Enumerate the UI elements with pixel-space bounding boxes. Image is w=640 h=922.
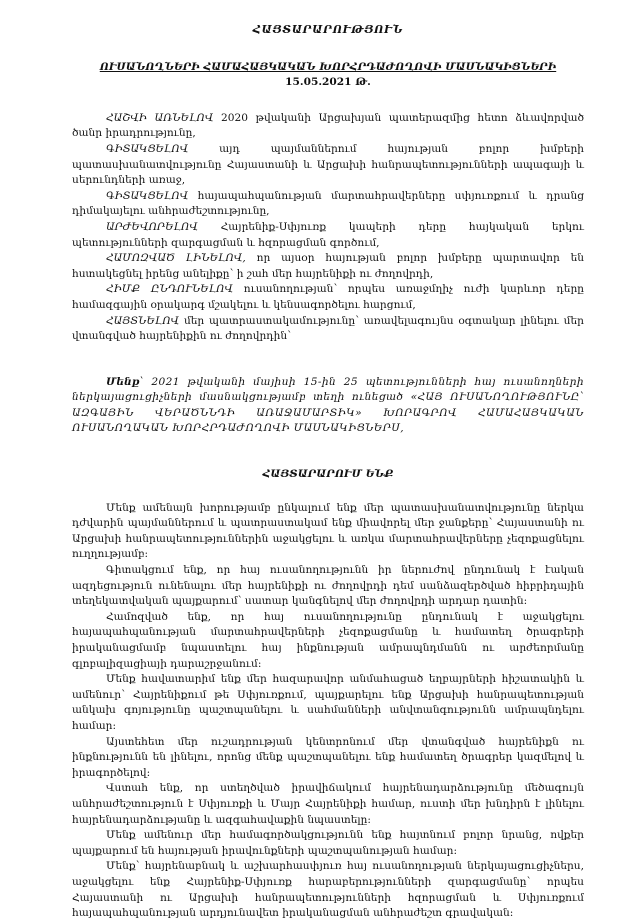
clause-text: որ այսօր հայության բոլոր խմբերը պարտավոր են հստակեցնել իրենց անելիքը՝ ի շահ մեր հայրենիքի ու ժողովրդի, xyxy=(72,252,584,280)
declaration-paragraph: Մենք ամենայն խորությամբ ընկալում ենք մեր պատասխանատվությունը ներկա դժվարին պայմաններում և պատրաստակամ ենք միավորել մեր ջանքերը՝ Հայաստանի ու Արցախի հանրապետություններին աջակցելու և առկա մարտահրավերները չեզոքացնելու ուղղությամբ: xyxy=(72,501,584,561)
declaration-paragraph: Մենք ամենուր մեր համագործակցությունն ենք հայտնում բոլոր նրանց, ովքեր պայքարում են հայության իրավունքների պաշտպանության համար: xyxy=(72,829,584,857)
preamble-clause xyxy=(72,220,584,251)
document-date: 15.05.2021 Թ. xyxy=(285,76,371,89)
declaration-paragraph: Մենք՝ հայրենաբնակ և աշխարհասփյուռ հայ ուսանողության ներկայացուցիչներս, աջակցելու ենք Հայրենիք-Սփյուռք հարաբերությունների զարգացմանը՝ որպես Հայաստանի ու Արցախի հանրապետությունների հզորացման և Սփյուռքում հայապահպանության արդյունավետ իրականացման անհրաժեշտ գրավական: xyxy=(72,860,584,920)
preamble-clause xyxy=(72,189,584,220)
declaration-paragraph: Մենք հավատարիմ ենք մեր հազարավոր անմահացած եղբայրների հիշատակին և ամենուր՝ Հայրենիքում թե Սփյուռքում, պայքարելու ենք Արցախի հանրապետության անկախ գոյությունը պաշտպանելու և սահմանների անվտանգությունն ամրապնդելու համար: xyxy=(72,673,584,732)
preamble-clause xyxy=(72,111,584,142)
preamble xyxy=(72,111,584,345)
document-subtitle: ՈՒՍԱՆՈՂՆԵՐԻ ՀԱՄԱՀԱՅԿԱԿԱՆ ԽՈՐՀՐԴԱԺՈՂՈՎԻ ՄԱՍՆԱԿԻՑՆԵՐԻ xyxy=(99,60,557,73)
section-title: ՀԱՅՏԱՐԱՐՈՒՄ ԵՆՔ xyxy=(262,468,394,481)
declaration-paragraph: Գիտակցում ենք, որ հայ ուսանողությունն իր ներուժով ընդունակ է էական ազդեցություն ունենալու մեր հայրենիքի ու ժողովրդի դեմ սանձազերծված հիբրիդային տեղեկատվական պայքարում՝ սատար կանգնելով մեր ժողովրդի արդար դատին: xyxy=(72,564,584,608)
document-title: ՀԱՅՏԱՐԱՐՈՒԹՅՈՒՆ xyxy=(252,23,404,36)
declaration-paragraph: Վստահ ենք, որ ստեղծված իրավիճակում հայրենադարձությունը մեծագույն անհրաժեշտություն է Սփյուռքի և Մայր Հայրենիքի համար, ուստի մեր խնդիրն է լինելու հայրենադարձությանը և ազգահավաքին նպաստելը: xyxy=(72,782,584,826)
declaration-paragraph: Համոզված ենք, որ հայ ուսանողությունը ընդունակ է աջակցելու հայապահպանության մարտահրավերների չեզոքացմանը և համատեղ ծրագրերի իրականացմամբ նպաստելու հայ ինքնության ամրապնդմանն ու արժեորմանը գլոբալիզացիայի դարաշրջանում: xyxy=(72,610,584,670)
spacer xyxy=(72,345,584,375)
clause-lead: ՀԱՅՏՆԵԼՈՎ xyxy=(106,314,180,327)
we-lead: Մենք xyxy=(106,375,140,388)
spacer xyxy=(72,437,584,467)
we-text: ՝ 2021 թվականի մայիսի 15-ին 25 պետությունների հայ ուսանողների ներկայացուցիչների մասնակցությամբ տեղի ունեցած «ՀԱՅ ՈՒՍԱՆՈՂՈՒԹՅՈՒՆԸ՝ ԱԶԳԱՅԻՆ ՎԵՐԱԾՆՆԴԻ ԱՌԱՋԱՄԱՐՏԻԿ» ԽՈՐԱԳՐՈՎ ՀԱՄԱՀԱՅԿԱԿԱՆ ՈՒՍԱՆՈՂԱԿԱՆ ԽՈՐՀՐԴԱԺՈՂՈՎԻ ՄԱՍՆԱԿԻՑՆԵՐՍ, xyxy=(72,375,584,435)
clause-lead: ԳԻՏԱԿՑԵԼՈՎ xyxy=(106,142,189,155)
preamble-clause xyxy=(72,314,584,345)
clause-text: 2020 թվականի Արցախյան պատերազմից հետո ձևավորված ծանր իրադրությունը, xyxy=(72,111,585,140)
clause-lead: ՀԻՄՔ ԸՆԴՈՒՆԵԼՈՎ xyxy=(106,283,234,296)
preamble-clause xyxy=(72,251,584,282)
declaration-paragraph: Այստեհետ մեր ուշադրության կենտրոնում մեր վտանգված հայրենիքն ու ինքնությունն են լինելու, որոնց մենք պաշտպանելու ենք համատեղ ծրագրեր կազմելով և իրագործելով: xyxy=(72,735,584,779)
clause-lead: ՀԱՇՎԻ ԱՌՆԵԼՈՎ xyxy=(106,111,214,124)
clause-lead: ԳԻՏԱԿՑԵԼՈՎ xyxy=(106,189,189,202)
clause-text: մեր պատրաստակամությունը՝ առավելագույնս օգտակար լինելու մեր վտանգված հայրենիքին ու ժողովրդին՝ xyxy=(72,314,584,343)
clause-lead: ԱՐԺԵՎՈՐԵԼՈՎ xyxy=(106,220,198,233)
clause-text: այդ պայմաններում հայության բոլոր խմբերի պատասխանատվությունը Հայաստանի և Արցախի հանրապետությունների ապագայի և սերունդների առաջ, xyxy=(72,142,584,187)
clause-lead: ՀԱՄՈԶՎԱԾ ԼԻՆԵԼՈՎ, xyxy=(106,252,246,265)
declarations xyxy=(72,501,584,922)
we-paragraph xyxy=(72,375,584,437)
preamble-clause xyxy=(72,282,584,313)
clause-text: հայապահպանության մարտահրավերները սփյուռքում և դրանց դիմակայելու անհրաժեշտությունը, xyxy=(72,189,584,218)
clause-text: ուսանողության՝ որպես առաջմղիչ ուժի կարևոր դերը համազգային օրակարգ մշակելու և կենսագործելու հարցում, xyxy=(72,283,584,311)
clause-text: Հայրենիք-Սփյուռք կապերի դերը հայկական երկու պետությունների զարգացման և հզորացման գործում, xyxy=(72,220,584,249)
preamble-clause xyxy=(72,142,584,189)
